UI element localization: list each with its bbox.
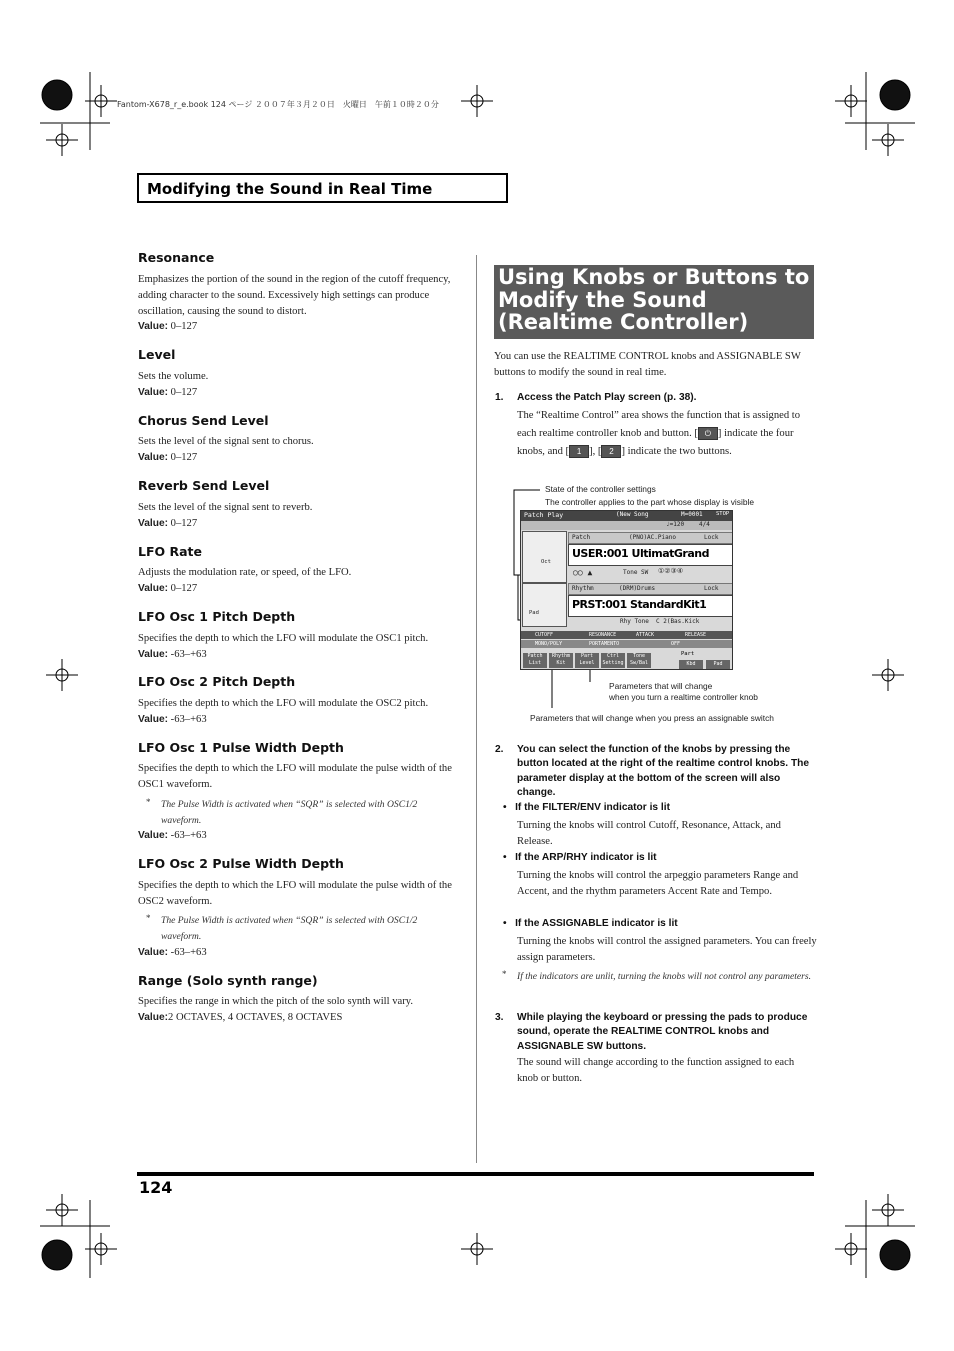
screen-switch-params (521, 640, 733, 648)
range-value: Value:2 OCTAVES, 4 OCTAVES, 8 OCTAVES (138, 1012, 343, 1023)
screen-param-portamento: PORTAMENTO (589, 641, 620, 647)
section-title: Modifying the Sound in Real Time (147, 180, 433, 198)
bullet-arp-rhy-text: Turning the knobs will control the arpeggio parameters Range and Accent, and the rhythm parameters Accent Rate and Tempo. (517, 870, 799, 897)
screen-keyboard-icon (522, 531, 567, 583)
screen-rhy-tone-val: C 2(Bas.Kick (656, 618, 700, 625)
note-marker: * (502, 969, 507, 979)
lfo1-pw-note: * The Pulse Width is activated when “SQR” is selected with OSC1/2 waveform. (146, 797, 418, 826)
screen-btn-tone-sw: Tone Sw/Bal (627, 653, 651, 668)
screen-patch-label: Patch (572, 534, 591, 541)
lfo1-pw-value: Value: -63–+63 (138, 830, 207, 841)
range-heading: Range (Solo synth range) (138, 973, 318, 988)
screen-tempo: ♩=120 (666, 521, 685, 528)
chorus-value: Value: 0–127 (138, 452, 198, 463)
bullet-filter-env: • If the FILTER/ENV indicator is lit (503, 802, 670, 813)
screen-btn-part-level: Part Level (575, 653, 599, 668)
lfo2-pitch-value: Value: -63–+63 (138, 714, 207, 725)
screen-btn-ctrl-setting: Ctrl Setting (602, 653, 624, 666)
lfo2-pw-note: * The Pulse Width is activated when “SQR” is selected with OSC1/2 waveform. (146, 913, 418, 942)
step1-text: The “Realtime Control” area shows the function that is assigned to each realtime controller knob and button. [ ⏻ ] indicate the four knobs, and [ 1 ], [ 2 ] indicate the two buttons. (517, 410, 801, 457)
screen-pad-icon (522, 583, 567, 627)
step1-heading: Access the Patch Play screen (p. 38). (517, 392, 697, 403)
screen-rhythm-label: Rhythm (572, 585, 594, 592)
screen-param-attack: ATTACK (636, 632, 655, 638)
screen-status-bar (521, 521, 733, 530)
screen-part: Part (681, 651, 695, 657)
chorus-desc: Sets the level of the signal sent to chorus. (138, 436, 314, 447)
screen-patch-lock: Lock (704, 534, 719, 541)
realtime-controller-title: Using Knobs or Buttons to Modify the Sound (Realtime Controller) (498, 265, 810, 334)
lfo1-pw-heading: LFO Osc 1 Pulse Width Depth (138, 740, 344, 755)
screen-knob-params (521, 631, 733, 639)
screen-oct: Oct (541, 559, 551, 565)
annotation-state: State of the controller settings (545, 484, 656, 494)
screen-param-monopoly: MONO/POLY (535, 641, 563, 647)
button-2-icon: 2 (601, 445, 621, 458)
screen-rhythm-display: PRST:001 StandardKit1 (572, 598, 707, 611)
lfo2-pw-value: Value: -63–+63 (138, 947, 207, 958)
annotation-switch: Parameters that will change when you press an assignable switch (530, 713, 774, 723)
knob-icon: ⏻ (698, 427, 718, 440)
lfo1-pitch-value: Value: -63–+63 (138, 649, 207, 660)
button-1-icon: 1 (569, 445, 589, 458)
resonance-desc: Emphasizes the portion of the sound in the region of the cutoff frequency, adding character to the sound. Excessively high settings can produce oscillation, causing the sound to distort. (138, 274, 451, 317)
lfo1-pitch-heading: LFO Osc 1 Pitch Depth (138, 609, 296, 624)
bullet-assignable: • If the ASSIGNABLE indicator is lit (503, 918, 678, 929)
lfo2-pitch-desc: Specifies the depth to which the LFO will modulate the OSC2 pitch. (138, 698, 429, 709)
screen-song: (New Song (616, 511, 649, 518)
screen-rhythm-display-box (568, 595, 733, 617)
annotation-knob-1: Parameters that will change (609, 681, 713, 691)
reverb-desc: Sets the level of the signal sent to reverb. (138, 502, 313, 513)
level-heading: Level (138, 347, 176, 362)
screen-rhy-tone: Rhy Tone (620, 618, 649, 625)
screen-param-cutoff: CUTOFF (535, 632, 554, 638)
resonance-value: Value: 0–127 (138, 321, 198, 332)
screen-realtime-icons: ◯◯ ▲ (573, 568, 593, 577)
chorus-heading: Chorus Send Level (138, 413, 269, 428)
step3-text: The sound will change according to the function assigned to each knob or button. (517, 1057, 795, 1084)
screen-stop: STOP (716, 511, 730, 517)
reverb-value: Value: 0–127 (138, 518, 198, 529)
bullet-assignable-text: Turning the knobs will control the assigned parameters. You can freely assign parameters. (517, 936, 817, 963)
patch-play-screen (520, 510, 733, 670)
indicators-note: * If the indicators are unlit, turning the knobs will not control any parameters. (502, 969, 812, 982)
annotation-knob-2: when you turn a realtime controller knob (609, 692, 758, 702)
note-marker: * (146, 913, 151, 923)
level-value: Value: 0–127 (138, 387, 198, 398)
screen-title-bar (521, 511, 733, 521)
screen-param-resonance: RESONANCE (589, 632, 617, 638)
step3-number: 3. (495, 1012, 504, 1023)
screen-rhy-tone-row (568, 617, 732, 627)
screen-rhythm-row (568, 583, 733, 595)
range-desc: Specifies the range in which the pitch of the solo synth will vary. (138, 996, 413, 1007)
screen-tone-row (568, 566, 732, 578)
lfo2-pw-heading: LFO Osc 2 Pulse Width Depth (138, 856, 344, 871)
step3-heading: While playing the keyboard or pressing the pads to produce sound, operate the REALTIME CONTROL knobs and ASSIGNABLE SW buttons. (517, 1012, 808, 1052)
intro-text: You can use the REALTIME CONTROL knobs and ASSIGNABLE SW buttons to modify the sound in real time. (494, 351, 801, 378)
screen-param-off: OFF (671, 641, 681, 647)
lfo2-pw-desc: Specifies the depth to which the LFO will modulate the pulse width of the OSC2 waveform. (138, 880, 452, 907)
screen-btn-patch-list: Patch List (523, 653, 547, 668)
lfo1-pw-desc: Specifies the depth to which the LFO will modulate the pulse width of the OSC1 waveform. (138, 763, 452, 790)
file-info-header: Fantom-X678_r_e.book 124 ページ ２００７年３月２０日 火曜日 午前１０時２０分 (117, 100, 439, 109)
step1-number: 1. (495, 392, 504, 403)
screen-beat: 4/4 (699, 521, 710, 528)
resonance-heading: Resonance (138, 250, 215, 265)
screen-meas: M=0001 (681, 511, 703, 518)
screen-btn-kbd: Kbd (679, 660, 703, 669)
level-desc: Sets the volume. (138, 371, 209, 382)
lfo1-pitch-desc: Specifies the depth to which the LFO will modulate the OSC1 pitch. (138, 633, 429, 644)
screen-rhythm-lock: Lock (704, 585, 719, 592)
bullet-filter-env-text: Turning the knobs will control Cutoff, Resonance, Attack, and Release. (517, 820, 781, 847)
screen-patch-display: USER:001 UltimatGrand (572, 547, 709, 560)
bullet-arp-rhy: • If the ARP/RHY indicator is lit (503, 852, 657, 863)
screen-patch-row (568, 532, 733, 544)
lfo-rate-value: Value: 0–127 (138, 583, 198, 594)
screen-btn-pad: Pad (706, 660, 730, 669)
screen-rhythm-name: (DRM)Drums (619, 585, 656, 592)
annotation-applies: The controller applies to the part whose display is visible (545, 497, 755, 507)
screen-param-release: RELEASE (685, 632, 707, 638)
lfo-rate-desc: Adjusts the modulation rate, or speed, of the LFO. (138, 567, 352, 578)
step2-heading: You can select the function of the knobs by pressing the button located at the right of the realtime control knobs. The parameter display at the bottom of the screen will also change. (517, 744, 810, 799)
lfo-rate-heading: LFO Rate (138, 544, 202, 559)
screen-function-buttons (521, 651, 733, 670)
screen-title: Patch Play (524, 511, 564, 519)
screen-patch-name: (PNO)AC.Piano (629, 534, 676, 541)
screen-tone-sw: Tone SW (623, 569, 649, 576)
screen-btn-rhythm-kit: Rhythm Kit (549, 653, 573, 668)
page-number: 124 (139, 1178, 173, 1197)
step2-number: 2. (495, 744, 504, 755)
lfo2-pitch-heading: LFO Osc 2 Pitch Depth (138, 674, 296, 689)
footer-rule (137, 1172, 814, 1176)
screen-patch-display-box (568, 544, 733, 566)
reverb-heading: Reverb Send Level (138, 478, 270, 493)
screen-tone-switches: ①②③④ (658, 567, 684, 575)
note-marker: * (146, 797, 151, 807)
screen-pad: Pad (529, 610, 539, 616)
